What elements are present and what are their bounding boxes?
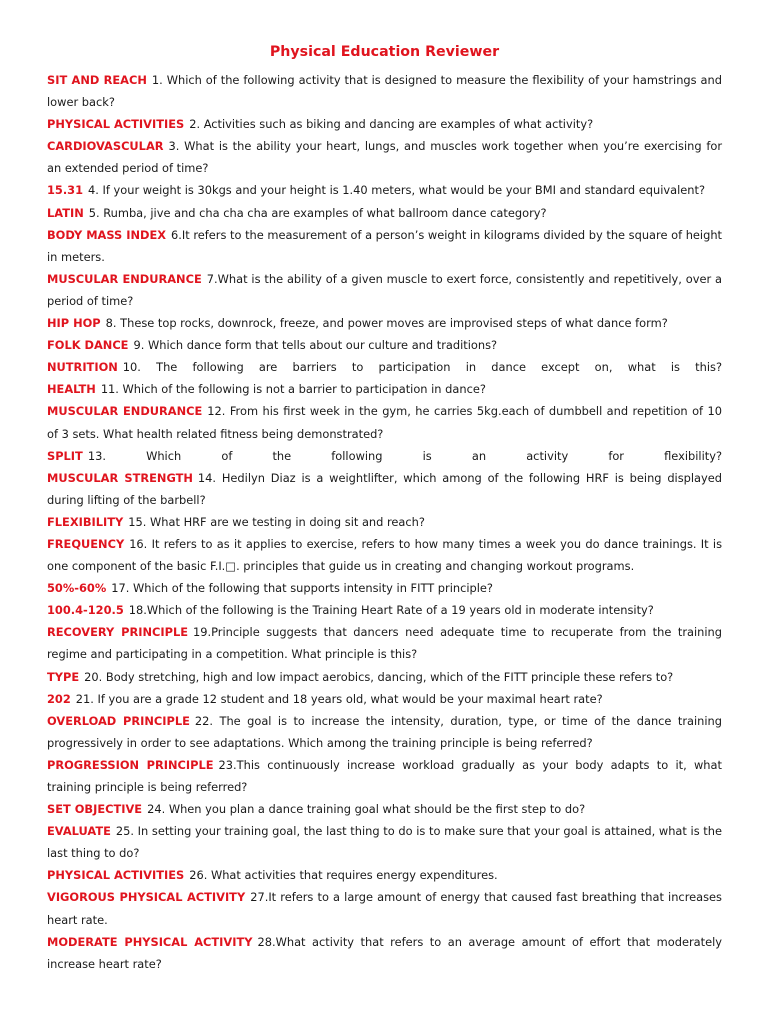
answer-label: EVALUATE bbox=[47, 824, 111, 839]
reviewer-item bbox=[47, 511, 722, 533]
reviewer-items bbox=[47, 69, 722, 975]
answer-label: RECOVERY PRINCIPLE bbox=[47, 625, 189, 640]
reviewer-item bbox=[47, 179, 722, 201]
answer-label: FOLK DANCE bbox=[47, 338, 129, 353]
question-text: 14. Hedilyn Diaz is a weightlifter, which among of the following HRF is being displayed during lifting of the barbell? bbox=[47, 470, 723, 507]
reviewer-item bbox=[47, 577, 722, 599]
answer-label: CARDIOVASCULAR bbox=[47, 139, 164, 154]
reviewer-item bbox=[47, 710, 722, 754]
question-text: 15. What HRF are we testing in doing sit and reach? bbox=[128, 514, 425, 529]
question-text: 23.This continuously increase workload gradually as your body adapts to it, what training principle is being referred? bbox=[47, 757, 722, 794]
answer-label: PHYSICAL ACTIVITIES bbox=[47, 117, 185, 132]
answer-label: MUSCULAR ENDURANCE bbox=[47, 404, 203, 419]
reviewer-item bbox=[47, 445, 722, 467]
answer-label: VIGOROUS PHYSICAL ACTIVITY bbox=[47, 890, 246, 905]
reviewer-item bbox=[47, 312, 722, 334]
reviewer-item bbox=[47, 202, 722, 224]
question-text: 25. In setting your training goal, the last thing to do is to make sure that your goal is attained, what is the last thing to do? bbox=[47, 824, 722, 861]
reviewer-item bbox=[47, 864, 722, 886]
question-text: 2. Activities such as biking and dancing are examples of what activity? bbox=[189, 117, 594, 132]
answer-label: SIT AND REACH bbox=[47, 73, 147, 87]
reviewer-item bbox=[47, 621, 722, 665]
question-text: 28.What activity that refers to an average amount of effort that moderately increase heart rate? bbox=[47, 934, 722, 971]
answer-label: PROGRESSION PRINCIPLE bbox=[47, 757, 214, 772]
answer-label: SPLIT bbox=[47, 448, 83, 463]
page-title: Physical Education Reviewer bbox=[269, 44, 500, 60]
reviewer-item bbox=[47, 334, 722, 356]
question-text: 26. What activities that requires energy expenditures. bbox=[189, 868, 498, 883]
reviewer-item bbox=[47, 135, 722, 179]
answer-label: SET OBJECTIVE bbox=[47, 802, 143, 817]
reviewer-item bbox=[47, 754, 722, 798]
question-text: 24. When you plan a dance training goal what should be the first step to do? bbox=[147, 802, 586, 817]
reviewer-item bbox=[47, 886, 722, 930]
question-text: 1. Which of the following activity that is designed to measure the flexibility of your hamstrings and lower back? bbox=[47, 73, 722, 110]
reviewer-item bbox=[47, 268, 722, 312]
question-text: 20. Body stretching, high and low impact aerobics, dancing, which of the FITT principle these refers to? bbox=[84, 669, 674, 684]
question-text: 16. It refers to as it applies to exercise, refers to how many times a week you do dance trainings. It is one component of the basic F.I.□. principles that guide us in creating and changing workout programs. bbox=[47, 536, 722, 574]
reviewer-item bbox=[47, 599, 722, 621]
question-text: 13. Which of the following is an activity for flexibility? bbox=[87, 448, 722, 463]
reviewer-item bbox=[47, 224, 722, 268]
question-text: 9. Which dance form that tells about our culture and traditions? bbox=[133, 338, 498, 353]
answer-label: 202 bbox=[47, 691, 71, 706]
answer-label: MUSCULAR ENDURANCE bbox=[47, 271, 202, 286]
answer-label: HEALTH bbox=[47, 382, 96, 397]
reviewer-item bbox=[47, 688, 722, 710]
reviewer-item bbox=[47, 533, 722, 577]
question-text: 22. The goal is to increase the intensity, duration, type, or time of the dance training progressively in order to see adaptations. Which among the training principle is being referred? bbox=[47, 713, 723, 750]
answer-label: 50%-60% bbox=[47, 581, 107, 596]
answer-label: OVERLOAD PRINCIPLE bbox=[47, 713, 190, 728]
question-text: 21. If you are a grade 12 student and 18 years old, what would be your maximal heart rate? bbox=[75, 691, 603, 706]
question-text: 5. Rumba, jive and cha cha cha are examples of what ballroom dance category? bbox=[88, 205, 547, 220]
question-text: 6.It refers to the measurement of a person’s weight in kilograms divided by the square of height in meters. bbox=[47, 227, 723, 264]
question-text: 17. Which of the following that supports intensity in FITT principle? bbox=[111, 581, 493, 596]
question-text: 8. These top rocks, downrock, freeze, and power moves are improvised steps of what dance form? bbox=[105, 316, 668, 331]
answer-label: FREQUENCY bbox=[47, 536, 125, 551]
question-text: 27.It refers to a large amount of energy that caused fast breathing that increases heart rate. bbox=[47, 890, 722, 927]
question-text: 18.Which of the following is the Training Heart Rate of a 19 years old in moderate intensity? bbox=[128, 603, 654, 618]
question-text: 11. Which of the following is not a barrier to participation in dance? bbox=[100, 382, 486, 397]
reviewer-item bbox=[47, 798, 722, 820]
answer-label: TYPE bbox=[47, 669, 80, 684]
answer-label: MODERATE PHYSICAL ACTIVITY bbox=[47, 934, 253, 949]
question-text: 7.What is the ability of a given muscle to exert force, consistently and repetitively, over a period of time? bbox=[47, 271, 722, 308]
reviewer-item bbox=[47, 820, 722, 864]
reviewer-item bbox=[47, 69, 722, 113]
reviewer-item bbox=[47, 467, 722, 511]
reviewer-item bbox=[47, 356, 722, 378]
question-text: 10. The following are barriers to participation in dance except on, what is this? bbox=[122, 360, 722, 375]
answer-label: FLEXIBILITY bbox=[47, 514, 124, 529]
reviewer-item bbox=[47, 400, 722, 444]
answer-label: 15.31 bbox=[47, 183, 84, 198]
answer-label: LATIN bbox=[47, 205, 84, 220]
reviewer-item bbox=[47, 113, 722, 135]
question-text: 12. From his first week in the gym, he carries 5kg.each of dumbbell and repetition of 10 of 3 sets. What health related fitness being demonstrated? bbox=[47, 404, 722, 441]
question-text: 19.Principle suggests that dancers need adequate time to recuperate from the training regime and participating in a competition. What principle is this? bbox=[47, 625, 722, 662]
reviewer-item bbox=[47, 931, 722, 975]
reviewer-item bbox=[47, 378, 722, 400]
answer-label: PHYSICAL ACTIVITIES bbox=[47, 868, 185, 883]
answer-label: HIP HOP bbox=[47, 316, 101, 331]
question-text: 4. If your weight is 30kgs and your height is 1.40 meters, what would be your BMI and standard equivalent? bbox=[88, 183, 705, 198]
question-text: 3. What is the ability your heart, lungs, and muscles work together when you’re exercising for an extended period of time? bbox=[47, 139, 722, 176]
answer-label: MUSCULAR STRENGTH bbox=[47, 470, 193, 485]
answer-label: NUTRITION bbox=[47, 360, 118, 375]
answer-label: 100.4-120.5 bbox=[47, 603, 124, 618]
answer-label: BODY MASS INDEX bbox=[47, 227, 167, 242]
reviewer-item bbox=[47, 666, 722, 688]
